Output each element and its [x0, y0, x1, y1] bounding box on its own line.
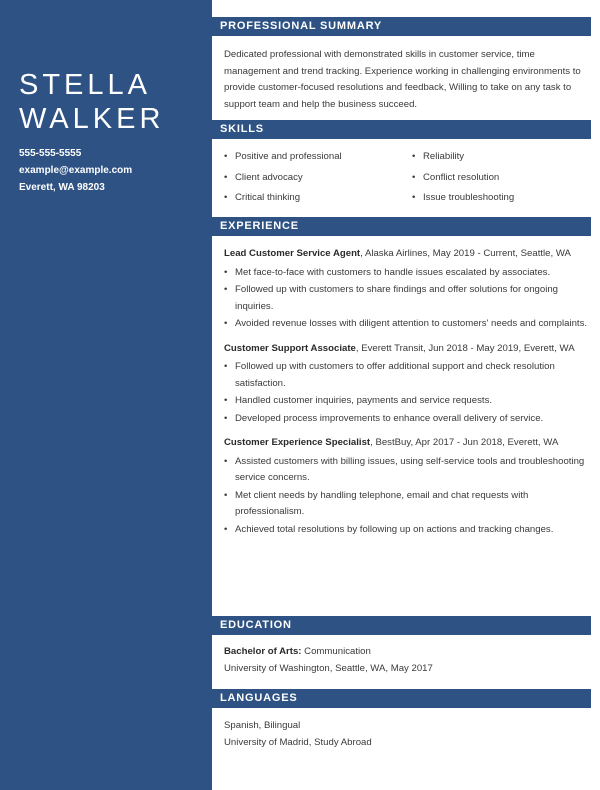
- education-heading: EDUCATION: [212, 616, 591, 635]
- candidate-name: [19, 68, 164, 136]
- job-bullet: • Handled customer inquiries, payments and service requests.: [224, 393, 590, 410]
- skill-item: • Positive and professional: [224, 147, 412, 168]
- education-body: [224, 644, 590, 677]
- skill-item: • Conflict resolution: [412, 168, 582, 189]
- phone: 555-555-5555: [19, 148, 82, 159]
- degree-label: Bachelor of Arts:: [224, 646, 302, 657]
- job-bullets: [224, 359, 590, 427]
- experience-list: [224, 246, 590, 546]
- language-line: University of Madrid, Study Abroad: [224, 736, 372, 748]
- skill-item: • Client advocacy: [224, 168, 412, 189]
- job-bullets: [224, 454, 590, 539]
- contact-info: [19, 145, 132, 196]
- sidebar: [0, 0, 212, 790]
- language-line: Spanish, Bilingual: [224, 720, 301, 731]
- job-header: [224, 246, 590, 263]
- job-bullet: • Assisted customers with billing issues, using self-service tools and troubleshooting service concerns.: [224, 454, 590, 487]
- job-bullet: • Met client needs by handling telephone, email and chat requests with professionalism.: [224, 488, 590, 521]
- job-bullet: • Avoided revenue losses with diligent attention to customers' needs and complaints.: [224, 316, 590, 333]
- languages-body: [224, 718, 590, 751]
- degree: [224, 644, 590, 661]
- job-bullet: • Achieved total resolutions by following up on actions and tracking changes.: [224, 522, 590, 539]
- location: Everett, WA 98203: [19, 182, 105, 193]
- job-entry: [224, 435, 590, 538]
- skill-item: • Critical thinking: [224, 188, 412, 209]
- job-bullets: [224, 265, 590, 333]
- job-header: [224, 435, 590, 452]
- job-title: Customer Support Associate: [224, 342, 356, 354]
- experience-heading: EXPERIENCE: [212, 217, 591, 236]
- skills-heading: SKILLS: [212, 120, 591, 139]
- job-entry: [224, 246, 590, 333]
- first-name: STELLA: [19, 69, 151, 101]
- last-name: WALKER: [19, 103, 165, 135]
- job-bullet: • Developed process improvements to enhance overall delivery of service.: [224, 411, 590, 428]
- job-title: Customer Experience Specialist: [224, 437, 371, 448]
- summary-heading: PROFESSIONAL SUMMARY: [212, 17, 591, 36]
- job-bullet: • Followed up with customers to share findings and offer solutions for ongoing inquiries.: [224, 282, 590, 315]
- job-details: , Alaska Airlines, May 2019 - Current, Seattle, WA: [360, 248, 571, 259]
- degree-field: Communication: [301, 646, 371, 657]
- school: University of Washington, Seattle, WA, May 2017: [224, 662, 433, 674]
- job-title: Lead Customer Service Agent: [224, 248, 361, 259]
- summary-text: Dedicated professional with demonstrated skills in customer service, time management and trend tracking. Experience working in challenging environments to provide customer-focused resolutions and feedback, Willing to take on any task to support team and help the business succeed.: [224, 49, 581, 110]
- skills-list: [224, 147, 590, 209]
- skill-item: • Reliability: [412, 147, 582, 168]
- job-entry: [224, 341, 590, 428]
- job-header: [224, 341, 590, 358]
- job-details: , BestBuy, Apr 2017 - Jun 2018, Everett, WA: [370, 437, 559, 448]
- job-details: , Everett Transit, Jun 2018 - May 2019, Everett, WA: [355, 342, 575, 354]
- email: example@example.com: [19, 165, 133, 176]
- main-content: [212, 0, 600, 790]
- skill-item: • Issue troubleshooting: [412, 188, 582, 209]
- job-bullet: • Met face-to-face with customers to handle issues escalated by associates.: [224, 265, 590, 282]
- job-bullet: • Followed up with customers to offer additional support and check resolution satisfaction.: [224, 359, 590, 392]
- languages-heading: LANGUAGES: [212, 689, 591, 708]
